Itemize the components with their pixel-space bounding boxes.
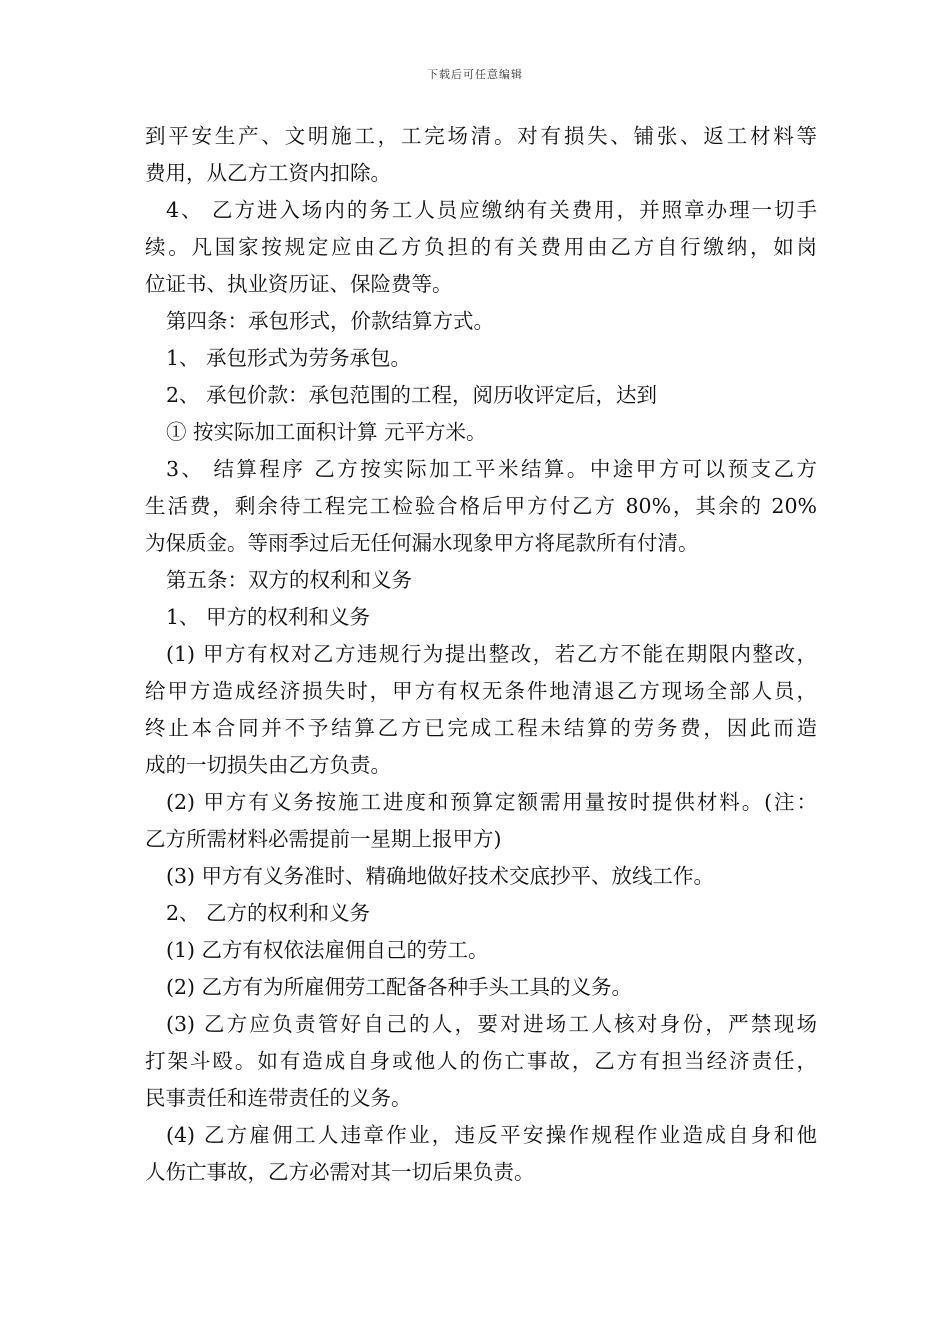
text-line: 2、 乙方的权利和义务: [166, 901, 371, 925]
text-line: 成的一切损失由乙方负责。: [145, 753, 391, 777]
document-body: [145, 118, 817, 1191]
page-header: 下载后可任意编辑: [427, 68, 523, 81]
text-line: 续。凡国家按规定应由乙方负担的有关费用由乙方自行缴纳，如岗: [145, 235, 817, 259]
text-line: 3、 结算程序 乙方按实际加工平米结算。中途甲方可以预支乙方: [166, 457, 817, 481]
text-line: 打架斗殴。如有造成自身或他人的伤亡事故，乙方有担当经济责任，: [145, 1049, 817, 1073]
text-line: (4) 乙方雇佣工人违章作业，违反平安操作规程作业造成自身和他: [166, 1123, 817, 1147]
text-line: (2) 乙方有为所雇佣劳工配备各种手头工具的义务。: [166, 975, 633, 999]
text-line: (2) 甲方有义务按施工进度和预算定额需用量按时提供材料。(注：: [166, 790, 817, 814]
text-line: 给甲方造成经济损失时，甲方有权无条件地清退乙方现场全部人员，: [145, 679, 817, 703]
text-line: 到平安生产、文明施工，工完场清。对有损失、铺张、返工材料等: [145, 124, 817, 148]
text-line: 终止本合同并不予结算乙方已完成工程未结算的劳务费，因此而造: [145, 716, 817, 740]
text-line: 位证书、执业资历证、保险费等。: [145, 272, 453, 296]
text-line: (1) 乙方有权依法雇佣自己的劳工。: [166, 938, 489, 962]
text-line: 第五条：双方的权利和义务: [166, 568, 412, 592]
text-line: 为保质金。等雨季过后无任何漏水现象甲方将尾款所有付清。: [145, 531, 699, 555]
text-line: 乙方所需材料必需提前一星期上报甲方): [145, 827, 502, 851]
text-line: 生活费，剩余待工程完工检验合格后甲方付乙方 80%，其余的 20%: [145, 494, 817, 518]
text-line: (3) 甲方有义务准时、精确地做好技术交底抄平、放线工作。: [166, 864, 715, 888]
text-line: (1) 甲方有权对乙方违规行为提出整改，若乙方不能在期限内整改，: [166, 642, 817, 666]
text-line: 第四条：承包形式，价款结算方式。: [166, 309, 494, 333]
text-line: 民事责任和连带责任的义务。: [145, 1086, 412, 1110]
text-line: ① 按实际加工面积计算 元平方米。: [166, 420, 487, 444]
text-line: 费用，从乙方工资内扣除。: [145, 161, 391, 185]
text-line: 1、 甲方的权利和义务: [166, 605, 371, 629]
text-line: 人伤亡事故，乙方必需对其一切后果负责。: [145, 1160, 535, 1184]
text-line: 1、 承包形式为劳务承包。: [166, 346, 412, 370]
text-line: 4、 乙方进入场内的务工人员应缴纳有关费用，并照章办理一切手: [166, 198, 817, 222]
text-line: 2、 承包价款：承包范围的工程，阅历收评定后，达到: [166, 383, 658, 407]
text-line: (3) 乙方应负责管好自己的人，要对进场工人核对身份，严禁现场: [166, 1012, 817, 1036]
